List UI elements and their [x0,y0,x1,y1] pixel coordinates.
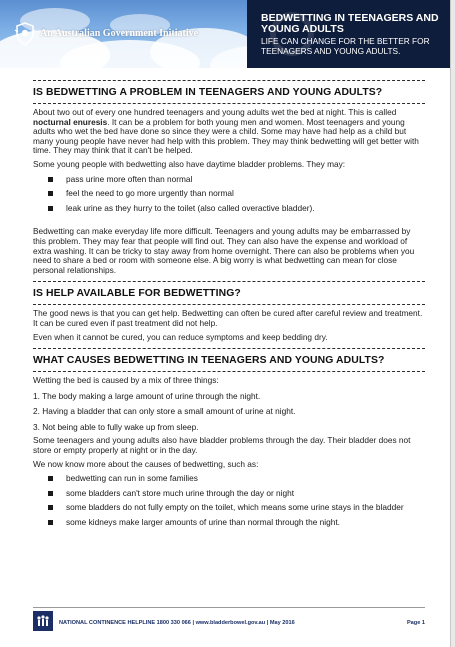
government-initiative-label: An Australian Government Initiative [40,28,199,39]
footer-helpline: NATIONAL CONTINENCE HELPLINE 1800 330 066 | www.bladderbowel.gov.au | May 2016 [59,620,295,626]
bullet-icon [48,206,53,211]
page-footer [33,607,425,633]
bullet-icon [48,491,53,496]
section-divider [33,371,425,372]
list-item: some kidneys make larger amounts of urine than normal through the night. [33,518,425,528]
causes-list [33,392,425,433]
section-heading-help: IS HELP AVAILABLE FOR BEDWETTING? [33,288,241,300]
section-divider [33,304,425,305]
paragraph: We now know more about the causes of bedwetting, such as: [33,458,259,469]
document-title: BEDWETTING IN TEENAGERS AND YOUNG ADULTS [261,12,439,35]
list-item: feel the need to go more urgently than normal [33,189,425,199]
list-item: bedwetting can run in some families [33,474,425,484]
main-content [33,78,425,528]
list-item: 1. The body making a large amount of urine through the night. [33,390,261,401]
list-item: leak urine as they hurry to the toilet (also called overactive bladder). [33,204,425,214]
list-item: pass urine more often than normal [33,175,425,185]
paragraph: Some young people with bedwetting also have daytime bladder problems. They may: [33,158,346,169]
list-item: some bladders do not fully empty on the toilet, which means some urine stays in the bladder [33,503,425,513]
bullet-icon [48,476,53,481]
section-divider [33,103,425,104]
section-divider [33,281,425,282]
paragraph: Some teenagers and young adults also have bladder problems through the day. Their bladder does not store or empty properly at night or in the day. [33,435,411,456]
bullet-icon [48,191,53,196]
section-heading-causes: WHAT CAUSES BEDWETTING IN TEENAGERS AND YOUNG ADULTS? [33,355,385,367]
section-heading-problem: IS BEDWETTING A PROBLEM IN TEENAGERS AND YOUNG ADULTS? [33,87,383,98]
page-number: Page 1 [406,620,425,626]
list-item: some bladders can't store much urine through the day or night [33,489,425,499]
list-item: 3. Not being able to fully wake up from sleep. [33,421,199,432]
bullet-icon [48,177,53,182]
bullet-icon [48,520,53,525]
list-item: 2. Having a bladder that can only store a small amount of urine at night. [33,406,296,417]
coat-of-arms-icon [14,22,36,46]
paragraph: Wetting the bed is caused by a mix of three things: [33,375,219,386]
header-banner [0,0,451,68]
daytime-symptoms-list [33,175,425,214]
term-nocturnal-enuresis: nocturnal enuresis [33,116,108,127]
paragraph: About two out of every one hundred teenagers and young adults wet the bed at night. This is called nocturnal enuresis. It can be a problem for both young men and women. Most teenagers and young adults who wet the bed have done so since they were a child. Some may have had help as a child but many young people have never had help with this problem. They may think bedwetting will get better with time. They may think that it can't be helped. [33,107,419,156]
paragraph: Even when it cannot be cured, you can reduce symptoms and keep bedding dry. [33,331,328,342]
paragraph: Bedwetting can make everyday life more difficult. Teenagers and young adults may be embarrassed by this problem. They may fear that people will find out. They can also have the expense and workload of extra washing. It can be tricky to stay away from home overnight. There can also be problems when you need to share a bed or room with someone else. A big worry is what bedwetting can mean for close personal relationships. [33,226,415,275]
section-divider [33,80,425,81]
bullet-icon [48,505,53,510]
causes-detail-list [33,474,425,527]
document-subtitle: LIFE CAN CHANGE FOR THE BETTER FOR TEENAGERS AND YOUNG ADULTS. [261,36,430,56]
section-divider [33,348,425,349]
paragraph: The good news is that you can get help. Bedwetting can often be cured after careful review and treatment. It can be cured even if past treatment did not help. [33,308,423,328]
continence-foundation-logo-icon [33,611,53,631]
